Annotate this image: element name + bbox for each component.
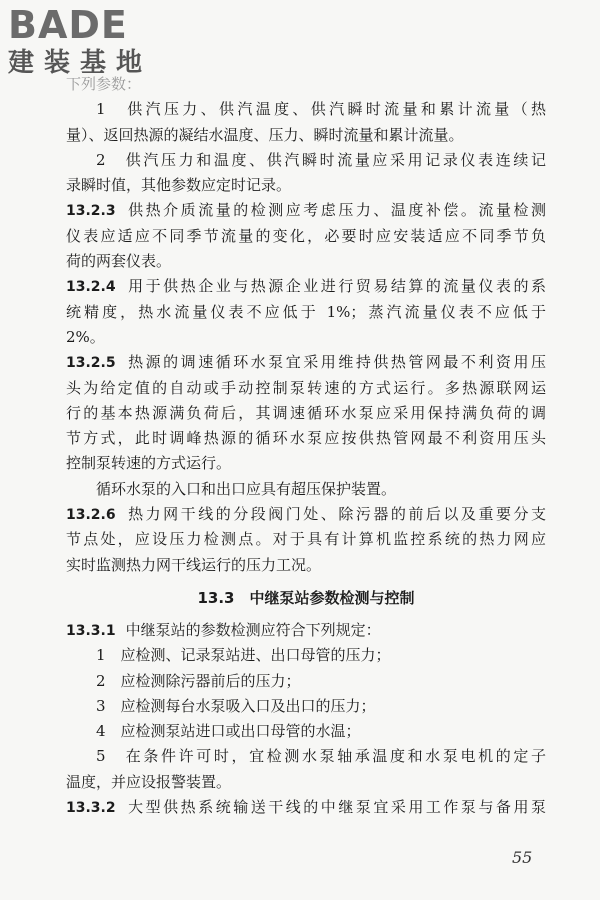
text-line: 温度，并应设报警装置。: [66, 772, 232, 791]
text-line: 头为给定值的自动或手动控制泵转速的方式运行。多热源联网运: [66, 378, 546, 397]
text-line: 13.2.3 供热介质流量的检测应考虑压力、温度补偿。流量检测: [66, 201, 546, 220]
section-number: 13.2.4: [66, 279, 116, 296]
text-line: 仪表应适应不同季节流量的变化，必要时应安装适应不同季节负: [66, 226, 546, 245]
section-number: 13.3.2: [66, 800, 116, 817]
text-line: 5 在条件许可时，宜检测水泵轴承温度和水泵电机的定子: [96, 747, 546, 766]
text-line: 13.2.4 用于供热企业与热源企业进行贸易结算的流量仪表的系: [66, 277, 546, 296]
text-line: 2%。: [66, 327, 105, 346]
text-line: 行的基本热源满负荷后，其调速循环水泵应采用保持满负荷的调: [66, 403, 546, 422]
text-line: 节点处，应设压力检测点。对于具有计算机监控系统的热力网应: [66, 530, 546, 549]
text-line: 录瞬时值，其他参数应定时记录。: [66, 176, 292, 195]
section-heading: 13.3 中继泵站参数检测与控制: [197, 588, 415, 607]
text-line: 13.2.6 热力网干线的分段阀门处、除污器的前后以及重要分支: [66, 505, 546, 524]
text-line: 统精度，热水流量仪表不应低于 1%；蒸汽流量仪表不应低于: [66, 302, 546, 321]
text-line: 2 供汽压力和温度、供汽瞬时流量应采用记录仪表连续记: [96, 150, 546, 169]
text-line: 4 应检测泵站进口或出口母管的水温；: [96, 722, 361, 741]
text-line: 13.2.5 热源的调速循环水泵宜采用维持供热管网最不利资用压: [66, 353, 546, 372]
document-body: [66, 72, 546, 820]
text-line: 1 应检测、记录泵站进、出口母管的压力；: [96, 646, 391, 665]
text-line: 荷的两套仪表。: [66, 252, 172, 271]
section-number: 13.2.6: [66, 507, 116, 524]
text-line: 下列参数：: [66, 75, 142, 93]
text-line: 实时监测热力网干线运行的压力工况。: [66, 555, 322, 574]
section-number: 13.3.1: [66, 622, 116, 639]
section-number: 13.2.5: [66, 355, 116, 372]
section-number: 13.2.3: [66, 203, 116, 220]
text-line: 3 应检测每台水泵吸入口及出口的压力；: [96, 696, 376, 715]
logo-chinese-text: 建装基地: [8, 48, 153, 78]
logo-wordmark: BADE: [8, 3, 128, 47]
text-line: 2 应检测除污器前后的压力；: [96, 671, 301, 690]
text-line: 节方式，此时调峰热源的循环水泵应按供热管网最不利资用压头: [66, 429, 546, 448]
text-line: 量）、返回热源的凝结水温度、压力、瞬时流量和累计流量。: [66, 125, 464, 144]
text-line: 13.3.1 中继泵站的参数检测应符合下列规定：: [66, 620, 381, 639]
text-line: 循环水泵的入口和出口应具有超压保护装置。: [96, 479, 397, 498]
text-line: 13.3.2 大型供热系统输送干线的中继泵宜采用工作泵与备用泵: [66, 798, 546, 817]
text-line: 1 供汽压力、供汽温度、供汽瞬时流量和累计流量（热: [96, 100, 546, 119]
page-number: 55: [512, 848, 533, 867]
text-line: 控制泵转速的方式运行。: [66, 454, 232, 473]
